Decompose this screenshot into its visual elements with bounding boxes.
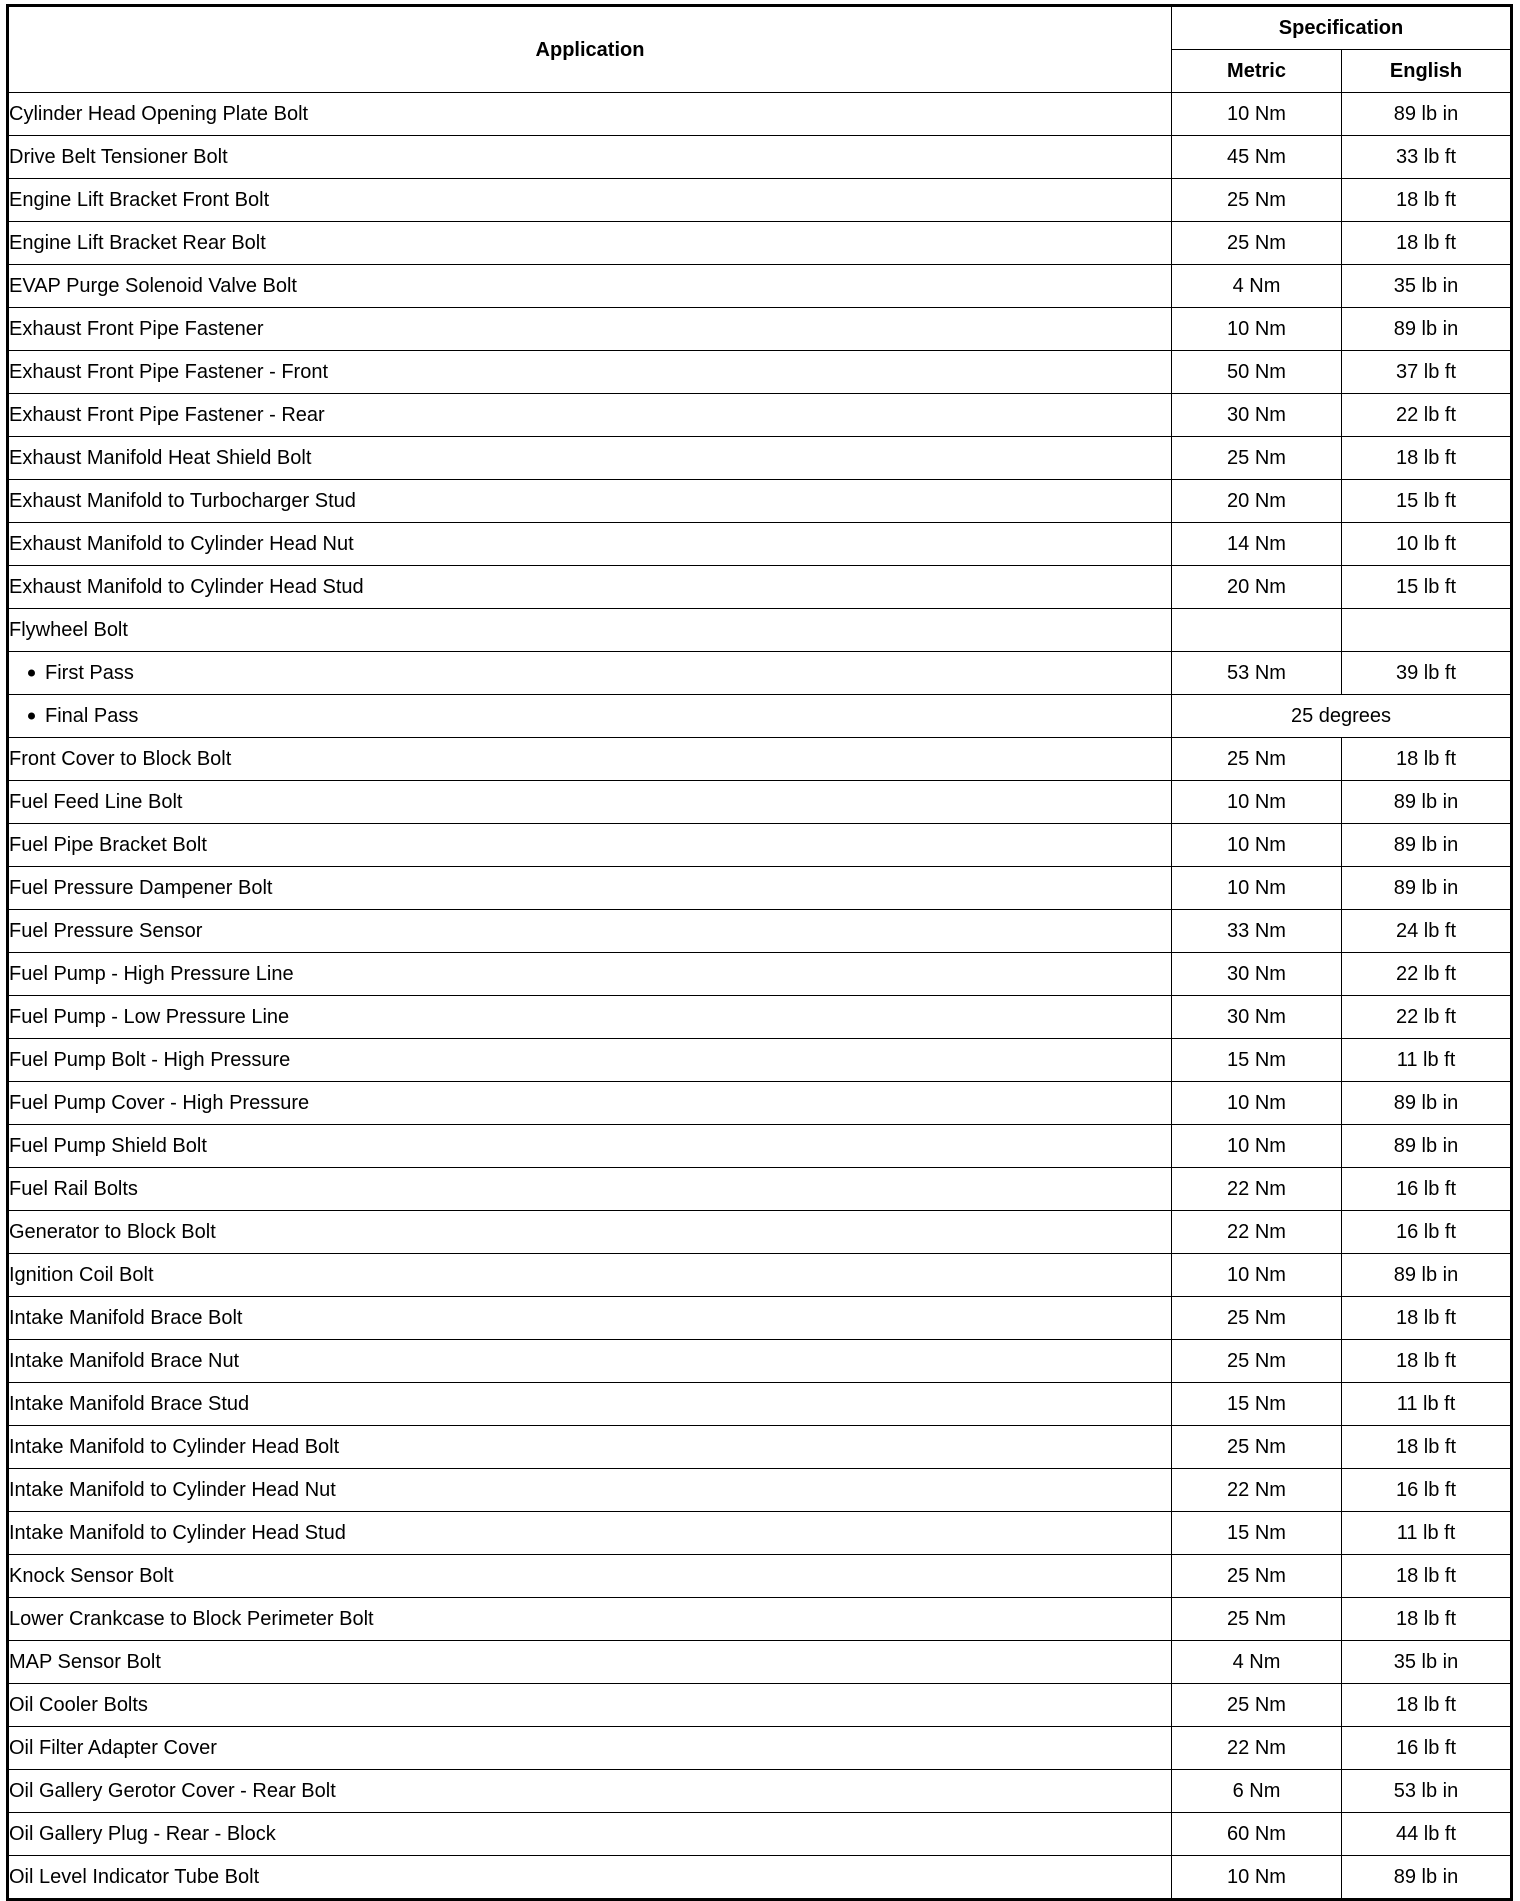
cell-application xyxy=(8,308,1172,351)
cell-application xyxy=(8,566,1172,609)
application-label: Front Cover to Block Bolt xyxy=(9,748,232,770)
cell-english: 16 lb ft xyxy=(1342,1211,1512,1254)
column-header-specification: Specification xyxy=(1172,6,1512,50)
cell-application xyxy=(8,781,1172,824)
table-row xyxy=(8,824,1512,867)
table-row xyxy=(8,523,1512,566)
application-label: Intake Manifold to Cylinder Head Nut xyxy=(9,1479,336,1501)
cell-english: 18 lb ft xyxy=(1342,1297,1512,1340)
cell-metric: 25 Nm xyxy=(1172,738,1342,781)
cell-application xyxy=(8,910,1172,953)
table-row xyxy=(8,1039,1512,1082)
application-label: Engine Lift Bracket Front Bolt xyxy=(9,189,270,211)
cell-english: 89 lb in xyxy=(1342,824,1512,867)
cell-application xyxy=(8,1598,1172,1641)
cell-metric: 10 Nm xyxy=(1172,1254,1342,1297)
cell-application xyxy=(8,1039,1172,1082)
cell-metric: 60 Nm xyxy=(1172,1813,1342,1856)
cell-metric: 10 Nm xyxy=(1172,781,1342,824)
cell-metric: 20 Nm xyxy=(1172,566,1342,609)
cell-application xyxy=(8,394,1172,437)
cell-metric: 53 Nm xyxy=(1172,652,1342,695)
table-row xyxy=(8,437,1512,480)
cell-english: 89 lb in xyxy=(1342,1254,1512,1297)
application-label: Fuel Pump Shield Bolt xyxy=(9,1135,207,1157)
table-row xyxy=(8,1340,1512,1383)
table-row xyxy=(8,609,1512,652)
cell-application xyxy=(8,953,1172,996)
table-row xyxy=(8,1727,1512,1770)
cell-english: 11 lb ft xyxy=(1342,1512,1512,1555)
application-label: Intake Manifold Brace Stud xyxy=(9,1393,250,1415)
application-label: Oil Cooler Bolts xyxy=(9,1694,148,1716)
application-label: Fuel Pump - High Pressure Line xyxy=(9,963,294,985)
table-row xyxy=(8,910,1512,953)
column-header-application: Application xyxy=(8,6,1172,93)
application-label: Fuel Pump Bolt - High Pressure xyxy=(9,1049,291,1071)
cell-metric: 6 Nm xyxy=(1172,1770,1342,1813)
cell-application xyxy=(8,1125,1172,1168)
application-label: Lower Crankcase to Block Perimeter Bolt xyxy=(9,1608,374,1630)
cell-metric: 22 Nm xyxy=(1172,1469,1342,1512)
cell-application xyxy=(8,1469,1172,1512)
cell-application xyxy=(8,351,1172,394)
table-row xyxy=(8,781,1512,824)
table-row xyxy=(8,1770,1512,1813)
cell-application xyxy=(8,437,1172,480)
table-row xyxy=(8,1082,1512,1125)
table-row xyxy=(8,136,1512,179)
cell-specification-combined: 25 degrees xyxy=(1172,695,1512,738)
application-label: EVAP Purge Solenoid Valve Bolt xyxy=(9,275,297,297)
application-label: Exhaust Manifold to Turbocharger Stud xyxy=(9,490,356,512)
application-label: Exhaust Front Pipe Fastener xyxy=(9,318,264,340)
table-row xyxy=(8,953,1512,996)
cell-metric: 45 Nm xyxy=(1172,136,1342,179)
cell-metric: 22 Nm xyxy=(1172,1211,1342,1254)
cell-english: 22 lb ft xyxy=(1342,996,1512,1039)
cell-metric: 30 Nm xyxy=(1172,996,1342,1039)
application-label: First Pass xyxy=(45,662,134,684)
table-row xyxy=(8,695,1512,738)
table-row xyxy=(8,308,1512,351)
bullet-icon xyxy=(28,713,35,720)
application-label: Engine Lift Bracket Rear Bolt xyxy=(9,232,266,254)
cell-application xyxy=(8,523,1172,566)
cell-application xyxy=(8,824,1172,867)
table-row xyxy=(8,1684,1512,1727)
cell-metric: 25 Nm xyxy=(1172,1426,1342,1469)
table-row xyxy=(8,265,1512,308)
cell-english: 18 lb ft xyxy=(1342,1340,1512,1383)
cell-application xyxy=(8,1383,1172,1426)
cell-metric: 25 Nm xyxy=(1172,1340,1342,1383)
cell-english: 89 lb in xyxy=(1342,308,1512,351)
cell-english: 11 lb ft xyxy=(1342,1383,1512,1426)
cell-english: 15 lb ft xyxy=(1342,480,1512,523)
application-label: MAP Sensor Bolt xyxy=(9,1651,161,1673)
cell-english: 89 lb in xyxy=(1342,1125,1512,1168)
bullet-icon xyxy=(28,670,35,677)
cell-metric: 33 Nm xyxy=(1172,910,1342,953)
cell-english xyxy=(1342,609,1512,652)
cell-english: 44 lb ft xyxy=(1342,1813,1512,1856)
cell-english: 24 lb ft xyxy=(1342,910,1512,953)
table-row xyxy=(8,179,1512,222)
cell-metric: 15 Nm xyxy=(1172,1383,1342,1426)
table-row xyxy=(8,1383,1512,1426)
cell-english: 35 lb in xyxy=(1342,265,1512,308)
cell-english: 89 lb in xyxy=(1342,1856,1512,1900)
cell-application xyxy=(8,1168,1172,1211)
cell-application xyxy=(8,1641,1172,1684)
cell-metric: 4 Nm xyxy=(1172,265,1342,308)
cell-application xyxy=(8,480,1172,523)
cell-english: 18 lb ft xyxy=(1342,179,1512,222)
cell-metric: 22 Nm xyxy=(1172,1168,1342,1211)
cell-metric: 30 Nm xyxy=(1172,953,1342,996)
column-header-metric: Metric xyxy=(1172,50,1342,93)
application-label: Final Pass xyxy=(45,705,139,727)
table-row xyxy=(8,480,1512,523)
application-label: Oil Gallery Plug - Rear - Block xyxy=(9,1823,276,1845)
cell-application xyxy=(8,1340,1172,1383)
cell-metric: 15 Nm xyxy=(1172,1512,1342,1555)
application-label: Fuel Rail Bolts xyxy=(9,1178,138,1200)
application-label: Exhaust Manifold Heat Shield Bolt xyxy=(9,447,312,469)
cell-application xyxy=(8,996,1172,1039)
application-label: Exhaust Manifold to Cylinder Head Nut xyxy=(9,533,354,555)
cell-application xyxy=(8,867,1172,910)
cell-metric: 30 Nm xyxy=(1172,394,1342,437)
table-row xyxy=(8,1555,1512,1598)
cell-application xyxy=(8,265,1172,308)
table-row xyxy=(8,996,1512,1039)
cell-metric: 25 Nm xyxy=(1172,1598,1342,1641)
application-label: Oil Gallery Gerotor Cover - Rear Bolt xyxy=(9,1780,336,1802)
cell-application xyxy=(8,136,1172,179)
cell-english: 18 lb ft xyxy=(1342,1684,1512,1727)
cell-metric: 25 Nm xyxy=(1172,437,1342,480)
cell-english: 18 lb ft xyxy=(1342,1555,1512,1598)
cell-english: 22 lb ft xyxy=(1342,953,1512,996)
cell-metric: 15 Nm xyxy=(1172,1039,1342,1082)
table-row xyxy=(8,1469,1512,1512)
application-label: Generator to Block Bolt xyxy=(9,1221,216,1243)
cell-english: 35 lb in xyxy=(1342,1641,1512,1684)
cell-application xyxy=(8,1555,1172,1598)
table-row xyxy=(8,1813,1512,1856)
cell-english: 16 lb ft xyxy=(1342,1727,1512,1770)
cell-english: 89 lb in xyxy=(1342,781,1512,824)
application-label: Flywheel Bolt xyxy=(9,619,128,641)
cell-english: 89 lb in xyxy=(1342,93,1512,136)
cell-english: 15 lb ft xyxy=(1342,566,1512,609)
table-row xyxy=(8,1641,1512,1684)
cell-application xyxy=(8,1082,1172,1125)
table-row xyxy=(8,1211,1512,1254)
cell-application xyxy=(8,1512,1172,1555)
table-row xyxy=(8,566,1512,609)
application-label: Intake Manifold Brace Nut xyxy=(9,1350,240,1372)
cell-application xyxy=(8,1770,1172,1813)
cell-metric: 10 Nm xyxy=(1172,867,1342,910)
cell-metric xyxy=(1172,609,1342,652)
cell-english: 18 lb ft xyxy=(1342,738,1512,781)
table-row xyxy=(8,351,1512,394)
application-label: Fuel Pressure Sensor xyxy=(9,920,203,942)
table-row xyxy=(8,652,1512,695)
cell-application xyxy=(8,1211,1172,1254)
cell-metric: 25 Nm xyxy=(1172,179,1342,222)
cell-english: 18 lb ft xyxy=(1342,222,1512,265)
cell-english: 33 lb ft xyxy=(1342,136,1512,179)
fastener-torque-specifications-table xyxy=(6,4,1513,1901)
cell-english: 11 lb ft xyxy=(1342,1039,1512,1082)
application-label: Knock Sensor Bolt xyxy=(9,1565,174,1587)
cell-metric: 10 Nm xyxy=(1172,1856,1342,1900)
application-label: Ignition Coil Bolt xyxy=(9,1264,154,1286)
application-label: Exhaust Front Pipe Fastener - Front xyxy=(9,361,329,383)
cell-metric: 25 Nm xyxy=(1172,1297,1342,1340)
cell-application xyxy=(8,738,1172,781)
cell-english: 89 lb in xyxy=(1342,867,1512,910)
application-label: Intake Manifold Brace Bolt xyxy=(9,1307,243,1329)
cell-english: 39 lb ft xyxy=(1342,652,1512,695)
cell-metric: 14 Nm xyxy=(1172,523,1342,566)
cell-application xyxy=(8,652,1172,695)
application-label: Exhaust Manifold to Cylinder Head Stud xyxy=(9,576,364,598)
cell-english: 37 lb ft xyxy=(1342,351,1512,394)
cell-english: 16 lb ft xyxy=(1342,1168,1512,1211)
cell-english: 10 lb ft xyxy=(1342,523,1512,566)
table-row xyxy=(8,867,1512,910)
application-label: Fuel Feed Line Bolt xyxy=(9,791,183,813)
cell-application xyxy=(8,93,1172,136)
table-row xyxy=(8,1512,1512,1555)
table-row xyxy=(8,1168,1512,1211)
cell-english: 18 lb ft xyxy=(1342,1426,1512,1469)
cell-metric: 50 Nm xyxy=(1172,351,1342,394)
table-row xyxy=(8,222,1512,265)
table-row xyxy=(8,394,1512,437)
cell-metric: 25 Nm xyxy=(1172,1684,1342,1727)
application-label: Fuel Pump - Low Pressure Line xyxy=(9,1006,290,1028)
column-header-english: English xyxy=(1342,50,1512,93)
table-row xyxy=(8,1297,1512,1340)
cell-application xyxy=(8,1727,1172,1770)
table-row xyxy=(8,93,1512,136)
cell-metric: 25 Nm xyxy=(1172,222,1342,265)
cell-metric: 10 Nm xyxy=(1172,1082,1342,1125)
application-label: Intake Manifold to Cylinder Head Stud xyxy=(9,1522,346,1544)
application-label: Intake Manifold to Cylinder Head Bolt xyxy=(9,1436,340,1458)
cell-application xyxy=(8,222,1172,265)
cell-application xyxy=(8,1684,1172,1727)
cell-application xyxy=(8,695,1172,738)
cell-metric: 25 Nm xyxy=(1172,1555,1342,1598)
table-row xyxy=(8,738,1512,781)
cell-metric: 10 Nm xyxy=(1172,824,1342,867)
table-header xyxy=(8,6,1512,93)
application-label: Exhaust Front Pipe Fastener - Rear xyxy=(9,404,325,426)
cell-english: 16 lb ft xyxy=(1342,1469,1512,1512)
cell-english: 53 lb in xyxy=(1342,1770,1512,1813)
table-row xyxy=(8,1125,1512,1168)
application-label: Fuel Pressure Dampener Bolt xyxy=(9,877,273,899)
cell-application xyxy=(8,1297,1172,1340)
cell-application xyxy=(8,609,1172,652)
cell-english: 18 lb ft xyxy=(1342,1598,1512,1641)
application-label: Oil Level Indicator Tube Bolt xyxy=(9,1866,260,1888)
cell-english: 89 lb in xyxy=(1342,1082,1512,1125)
cell-application xyxy=(8,179,1172,222)
cell-metric: 10 Nm xyxy=(1172,308,1342,351)
cell-metric: 20 Nm xyxy=(1172,480,1342,523)
cell-metric: 10 Nm xyxy=(1172,1125,1342,1168)
application-label: Fuel Pump Cover - High Pressure xyxy=(9,1092,310,1114)
table-row xyxy=(8,1254,1512,1297)
application-label: Oil Filter Adapter Cover xyxy=(9,1737,217,1759)
table-body xyxy=(8,93,1512,1900)
table-row xyxy=(8,1426,1512,1469)
header-row-top xyxy=(8,6,1512,50)
cell-metric: 22 Nm xyxy=(1172,1727,1342,1770)
application-label: Drive Belt Tensioner Bolt xyxy=(9,146,228,168)
cell-english: 22 lb ft xyxy=(1342,394,1512,437)
table-row xyxy=(8,1598,1512,1641)
application-label: Cylinder Head Opening Plate Bolt xyxy=(9,103,309,125)
application-label: Fuel Pipe Bracket Bolt xyxy=(9,834,207,856)
cell-english: 18 lb ft xyxy=(1342,437,1512,480)
cell-application xyxy=(8,1254,1172,1297)
cell-metric: 10 Nm xyxy=(1172,93,1342,136)
cell-metric: 4 Nm xyxy=(1172,1641,1342,1684)
cell-application xyxy=(8,1813,1172,1856)
cell-application xyxy=(8,1426,1172,1469)
